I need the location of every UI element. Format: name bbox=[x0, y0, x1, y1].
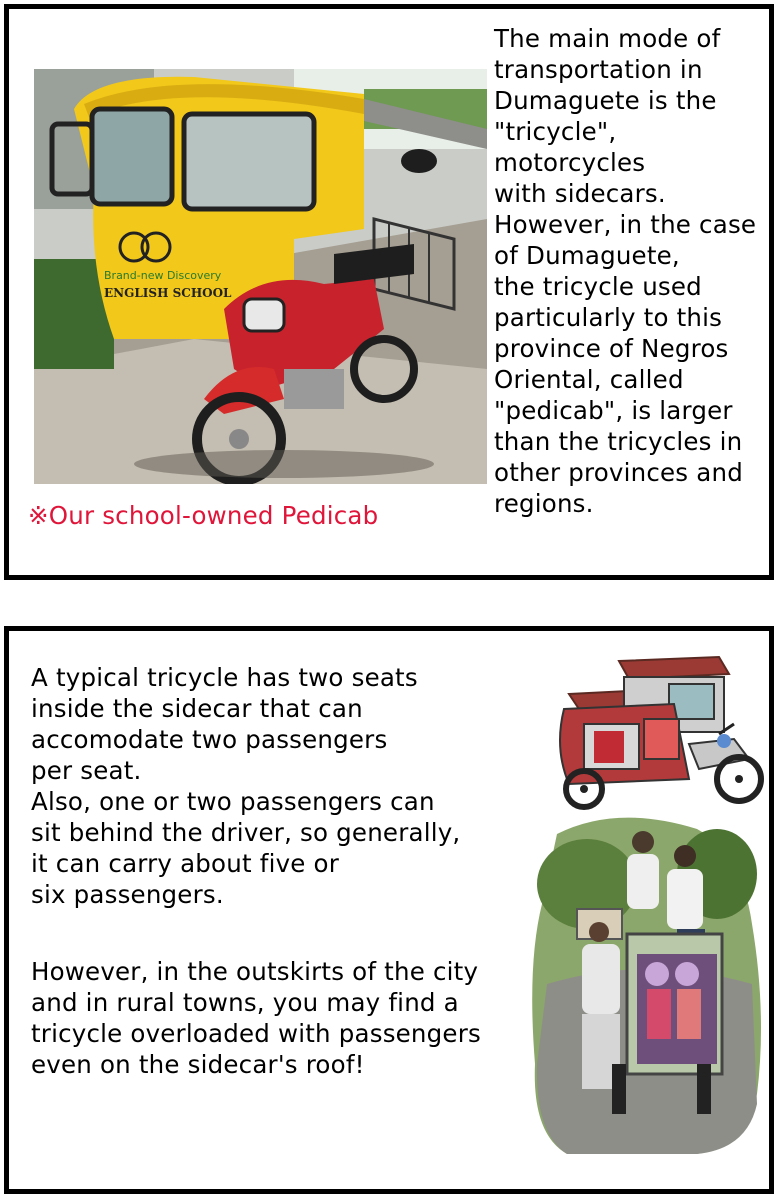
capacity-panel bbox=[4, 626, 774, 1194]
overloaded-tricycle-photo bbox=[527, 814, 772, 1159]
capacity-paragraph: A typical tricycle has two seats inside the sidecar that can accomodate two passengers per seat. Also, one or two passengers can sit behind the driver, so generally, it can carry about five or six passengers. bbox=[31, 663, 461, 909]
sidecar-sign-line2: ENGLISH SCHOOL bbox=[104, 286, 232, 300]
tricycle-illustration bbox=[549, 649, 771, 819]
overload-paragraph: However, in the outskirts of the city and in rural towns, you may find a tricycle overloaded with passengers even on the sidecar's roof! bbox=[31, 957, 481, 1079]
pedicab-photo bbox=[34, 69, 487, 484]
intro-panel bbox=[4, 4, 774, 580]
pedicab-caption: ※Our school-owned Pedicab bbox=[28, 501, 379, 530]
sidecar-sign-line1: Brand-new Discovery bbox=[104, 269, 222, 282]
intro-paragraph: The main mode of transportation in Dumaguete is the "tricycle", motorcycles with sidecars. However, in the case of Dumaguete, the tricycle used particularly to this province of Negros Oriental, called "pedicab", is larger than the tricycles in other provinces and regions. bbox=[494, 24, 757, 518]
